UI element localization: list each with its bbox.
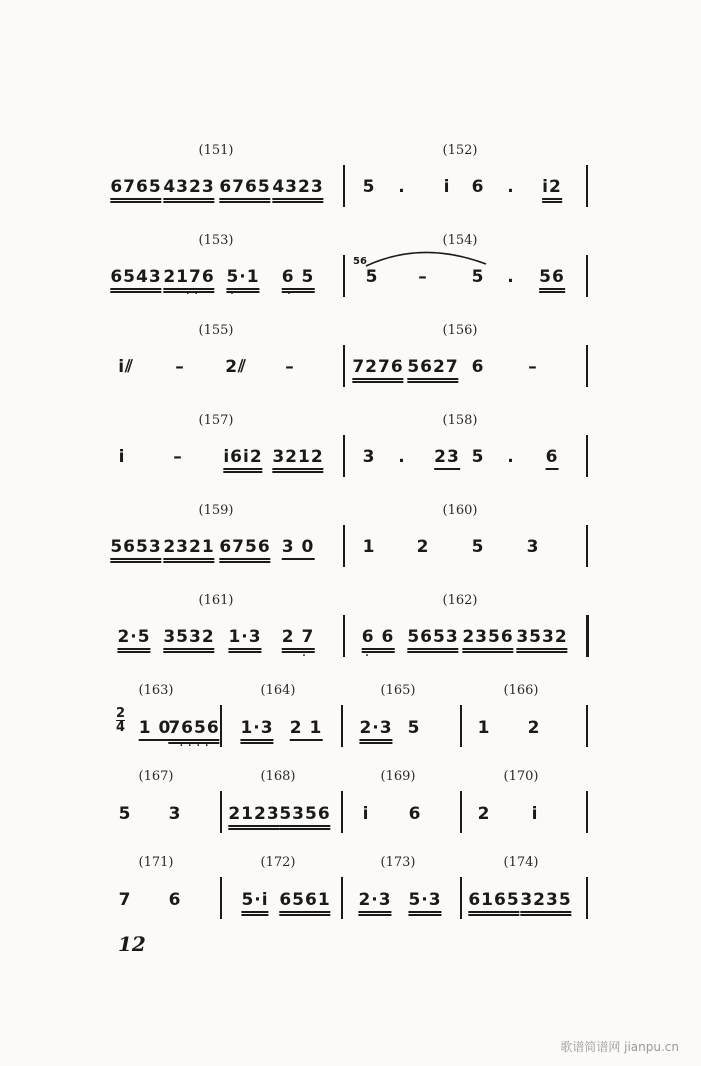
low-octave-dots: ·· (185, 286, 203, 302)
note-group: 2⫽ (225, 357, 247, 377)
note-group: 1·3 (240, 718, 273, 744)
note-group: – (173, 447, 183, 467)
system-8 (0, 766, 701, 846)
note-group: 3 (526, 537, 540, 557)
barline (343, 525, 345, 567)
note-group: 5 (362, 177, 376, 197)
note-group: 3235 (520, 890, 571, 916)
note-group: 6 (471, 357, 485, 377)
grace-notes: 56 (353, 256, 367, 267)
measure-number: (154) (442, 233, 478, 248)
note-group: 6 (546, 447, 559, 470)
note-group: 6765 (110, 177, 161, 203)
note-group: i2 (542, 177, 562, 203)
system-6 (0, 590, 701, 670)
note-group: 5·1 (226, 267, 259, 293)
measure-number: (167) (138, 769, 174, 784)
note-group: 3532 (516, 627, 567, 653)
measure-number: (159) (198, 503, 234, 518)
low-octave-dots: · (229, 286, 239, 302)
note-group: – (418, 267, 428, 287)
measure-number: (156) (442, 323, 478, 338)
note-group: – (175, 357, 185, 377)
barline (586, 345, 588, 387)
barline (220, 877, 222, 919)
note-group: 6 (471, 177, 485, 197)
measure-number: (162) (442, 593, 478, 608)
measure-number: (152) (442, 143, 478, 158)
barline (343, 345, 345, 387)
note-group: 2 (477, 804, 491, 824)
note-group: 2·5 (117, 627, 150, 653)
note-group: 1 (362, 537, 376, 557)
note-group: 4323 (272, 177, 323, 203)
measure-number: (172) (260, 855, 296, 870)
note-group: 5·i (241, 890, 268, 916)
note-group: 6 6 (362, 627, 395, 653)
measure-number: (153) (198, 233, 234, 248)
watermark: 歌谱简谱网 jianpu.cn (560, 1040, 679, 1054)
barline (460, 705, 462, 747)
note-group: 6165 (468, 890, 519, 916)
note-group: 1 (477, 718, 491, 738)
measure-number: (169) (380, 769, 416, 784)
note-group: 5 (471, 267, 485, 287)
note-group: 23 (434, 447, 460, 470)
system-3 (0, 320, 701, 400)
measure-number: (168) (260, 769, 296, 784)
note-group: 5 (471, 537, 485, 557)
note-group: 2 (416, 537, 430, 557)
note-group: 5356 (279, 804, 330, 830)
note-group: 6765 (219, 177, 270, 203)
note-group: 6561 (279, 890, 330, 916)
note-group: . (398, 177, 406, 197)
barline (343, 615, 345, 657)
measure-number: (160) (442, 503, 478, 518)
barline (343, 255, 345, 297)
note-group: 4323 (163, 177, 214, 203)
note-group: 5 (118, 804, 132, 824)
low-octave-dots: · (364, 648, 374, 664)
barline (586, 791, 588, 833)
page-number: 12 (118, 932, 146, 956)
measure-number: (158) (442, 413, 478, 428)
note-group: i (118, 447, 126, 467)
barline (586, 255, 588, 297)
low-octave-dots: · (286, 286, 296, 302)
note-group: 2·3 (359, 718, 392, 744)
note-group: . (507, 447, 515, 467)
barline (220, 791, 222, 833)
note-group: 5 (365, 267, 379, 287)
note-group: i (362, 804, 370, 824)
note-group: 5·3 (408, 890, 441, 916)
barline (586, 615, 589, 657)
measure-number: (155) (198, 323, 234, 338)
system-1 (0, 140, 701, 220)
barline (586, 525, 588, 567)
measure-number: (165) (380, 683, 416, 698)
note-group: i⫽ (118, 357, 134, 377)
measure-number: (163) (138, 683, 174, 698)
measure-number: (151) (198, 143, 234, 158)
time-signature-top: 2 (116, 706, 126, 721)
barline (460, 791, 462, 833)
time-signature (116, 707, 125, 734)
measure-number: (170) (503, 769, 539, 784)
note-group: 5 (407, 718, 421, 738)
barline (341, 877, 343, 919)
barline (460, 877, 462, 919)
low-octave-dots: · (301, 648, 311, 664)
note-group: 3 (362, 447, 376, 467)
note-group: 6 5 (282, 267, 315, 293)
note-group: . (507, 177, 515, 197)
barline (343, 165, 345, 207)
note-group: 5627 (407, 357, 458, 383)
note-group: 2123 (228, 804, 279, 830)
system-7 (0, 680, 701, 760)
note-group: 2176 (163, 267, 214, 293)
note-group: 5 (471, 447, 485, 467)
note-group: 3 (168, 804, 182, 824)
note-group: 6 (408, 804, 422, 824)
barline (343, 435, 345, 477)
note-group: 2 (527, 718, 541, 738)
measure-number: (173) (380, 855, 416, 870)
note-group: 5653 (110, 537, 161, 563)
note-group: 5653 (407, 627, 458, 653)
measure-number: (157) (198, 413, 234, 428)
note-group: 2356 (462, 627, 513, 653)
note-group: i (443, 177, 451, 197)
note-group: 6543 (110, 267, 161, 293)
measure-number: (166) (503, 683, 539, 698)
note-group: 2·3 (358, 890, 391, 916)
system-2 (0, 230, 701, 310)
note-group: . (398, 447, 406, 467)
note-group: 3532 (163, 627, 214, 653)
system-5 (0, 500, 701, 580)
note-group: i6i2 (223, 447, 262, 473)
barline (586, 705, 588, 747)
low-octave-dots: ···· (179, 738, 213, 754)
barline (586, 165, 588, 207)
note-group: – (528, 357, 538, 377)
measure-number: (164) (260, 683, 296, 698)
note-group: 56 (539, 267, 565, 293)
measure-number: (161) (198, 593, 234, 608)
note-group: 2321 (163, 537, 214, 563)
note-group: 7 (118, 890, 132, 910)
measure-number: (171) (138, 855, 174, 870)
barline (341, 791, 343, 833)
note-group: 6 (168, 890, 182, 910)
note-group: 3212 (272, 447, 323, 473)
barline (586, 435, 588, 477)
note-group: i (531, 804, 539, 824)
note-group: – (285, 357, 295, 377)
measure-number: (174) (503, 855, 539, 870)
note-group: 7276 (352, 357, 403, 383)
system-9 (0, 852, 701, 932)
note-group: 2 1 (290, 718, 323, 741)
note-group: 1 0 (139, 718, 172, 741)
barline (220, 705, 222, 747)
note-group: 3 0 (282, 537, 315, 560)
barline (341, 705, 343, 747)
time-signature-bottom: 4 (116, 720, 126, 735)
note-group: 6756 (219, 537, 270, 563)
note-group: 7656 (168, 718, 219, 744)
system-4 (0, 410, 701, 490)
barline (586, 877, 588, 919)
note-group: 2 7 (282, 627, 315, 653)
note-group: 1·3 (228, 627, 261, 653)
note-group: . (507, 267, 515, 287)
